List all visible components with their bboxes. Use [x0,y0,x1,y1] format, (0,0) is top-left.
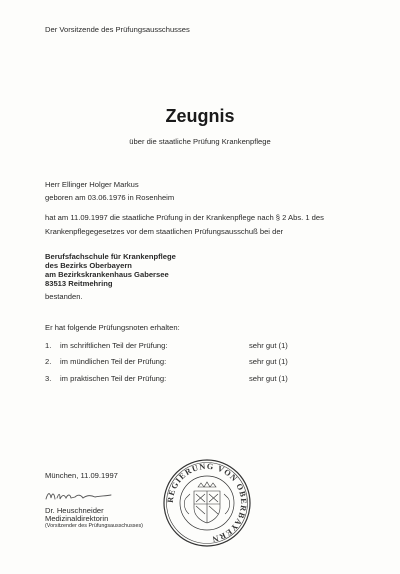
grades-intro: Er hat folgende Prüfungsnoten erhalten: [45,323,180,332]
issuer-header: Der Vorsitzende des Prüfungsausschusses [45,25,190,34]
signatory-name: Dr. Heuschneider [45,506,104,515]
passed-text: bestanden. [45,292,83,301]
body-line-2: Krankenpflegegesetzes vor dem staatlichen Prüfungsausschuß bei der [45,227,284,236]
signatory-role: (Vorsitzender des Prüfungsausschusses) [45,523,143,529]
grade-label: im mündlichen Teil der Prüfung: [60,357,167,366]
signatory-title: Medizinaldirektorin [45,514,109,523]
place-date: München, 11.09.1997 [45,471,118,480]
seal-lettering: REGIERUNG VON OBERBAYERN [165,461,249,544]
document-title: Zeugnis [165,106,235,126]
grade-label: im praktischen Teil der Prüfung: [60,374,167,383]
signature [45,490,113,502]
school-line: 83513 Reitmehring [45,279,113,288]
grade-label: im schriftlichen Teil der Prüfung: [60,341,168,350]
person-name: Herr Ellinger Holger Markus [45,180,139,189]
grade-value: sehr gut (1) [249,341,288,350]
body-line-1: hat am 11.09.1997 die staatliche Prüfung in der Krankenpflege nach § 2 Abs. 1 des [45,213,324,222]
grade-value: sehr gut (1) [249,374,288,383]
person-birth: geboren am 03.06.1976 in Rosenheim [45,193,175,202]
document-subtitle: über die staatliche Prüfung Krankenpflege [129,137,271,146]
grade-number: 2. [45,357,52,366]
school-line: Berufsfachschule für Krankenpflege [45,252,176,261]
grade-value: sehr gut (1) [249,357,288,366]
school-line: am Bezirkskrankenhaus Gabersee [45,270,169,279]
grade-number: 3. [45,374,52,383]
school-line: des Bezirks Oberbayern [45,261,132,270]
official-seal-icon [162,458,252,548]
grade-number: 1. [45,341,52,350]
